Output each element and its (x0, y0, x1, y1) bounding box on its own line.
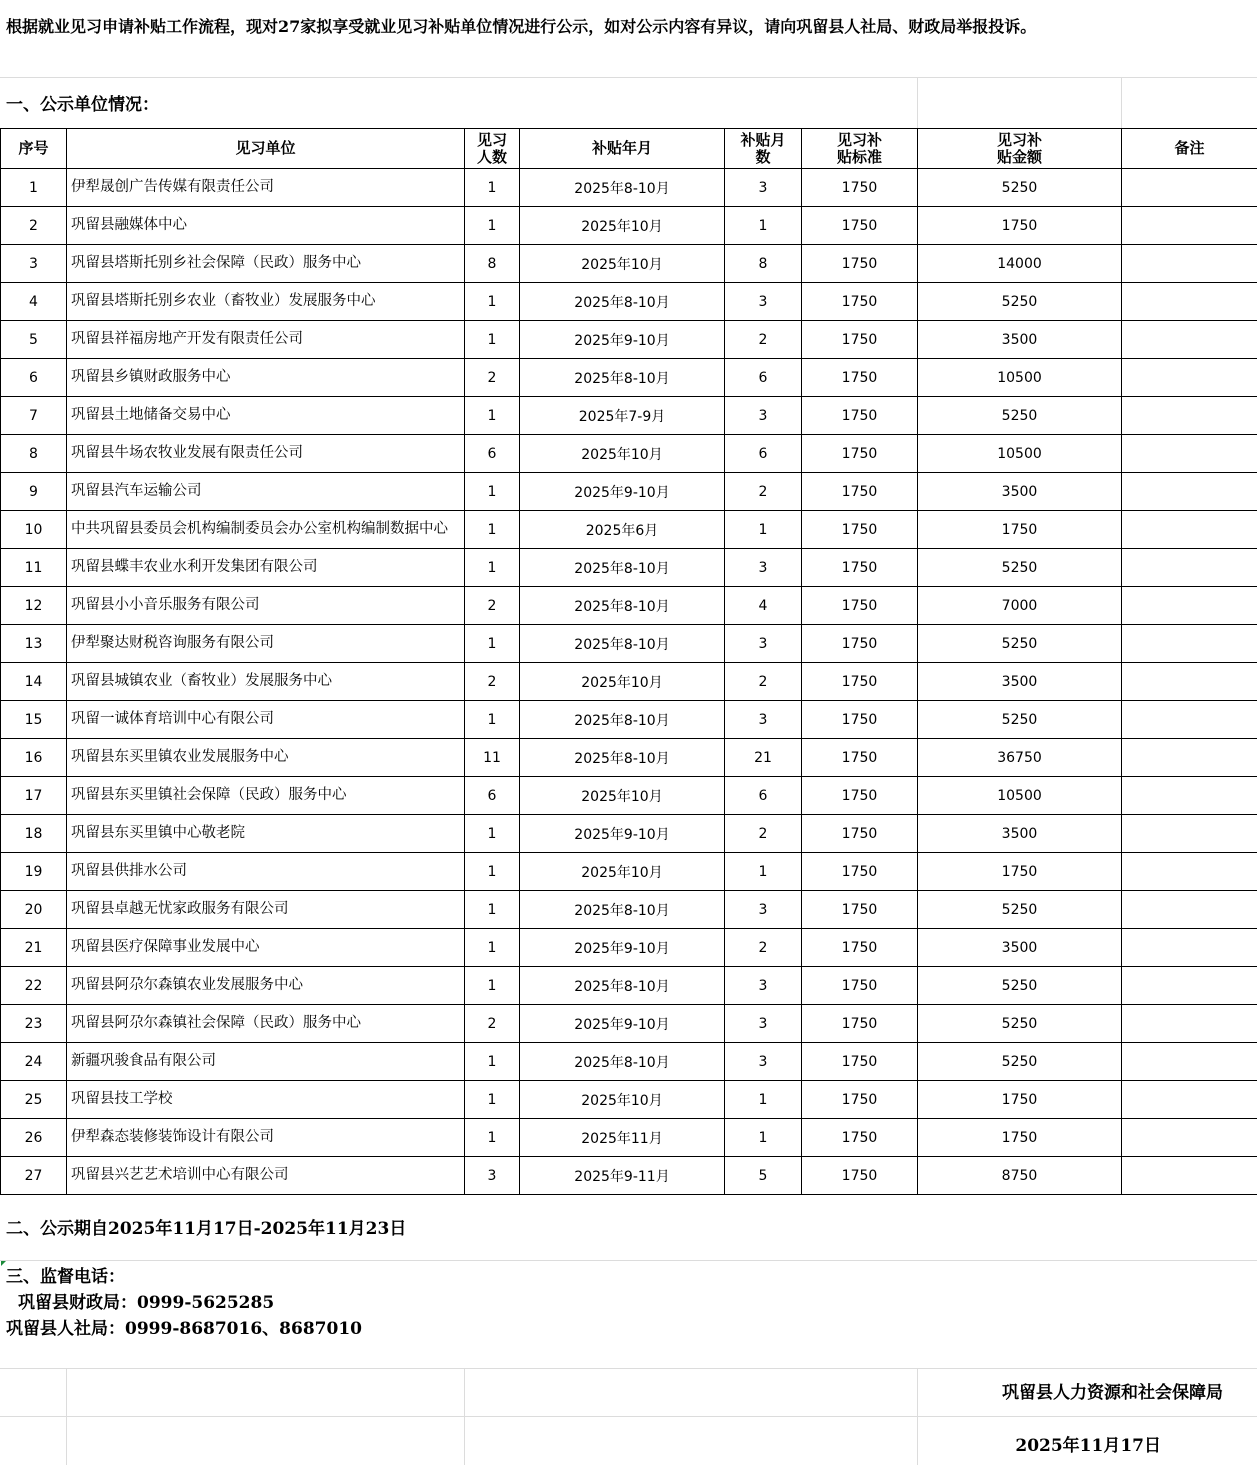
table-row (1, 853, 1257, 891)
header-months: 补贴月数 (725, 129, 802, 169)
cell-trainees: 2 (465, 663, 520, 701)
cell-trainees: 1 (465, 1081, 520, 1119)
cell-amount: 3500 (918, 929, 1122, 967)
cell-trainees: 2 (465, 1005, 520, 1043)
cell-index: 13 (1, 625, 67, 663)
cell-remark (1122, 283, 1257, 321)
table-row (1, 169, 1257, 207)
table-row (1, 435, 1257, 473)
cell-months: 3 (725, 1043, 802, 1081)
cell-remark (1122, 739, 1257, 777)
cell-index: 11 (1, 549, 67, 587)
cell-unit: 伊犁森态装修装饰设计有限公司 (67, 1119, 465, 1157)
cell-months: 3 (725, 701, 802, 739)
cell-amount: 5250 (918, 1043, 1122, 1081)
table-row (1, 587, 1257, 625)
cell-trainees: 1 (465, 701, 520, 739)
table-row (1, 207, 1257, 245)
cell-standard: 1750 (802, 169, 918, 207)
table-header-row (1, 129, 1257, 169)
cell-amount: 5250 (918, 549, 1122, 587)
cell-index: 10 (1, 511, 67, 549)
cell-standard: 1750 (802, 321, 918, 359)
cell-trainees: 1 (465, 207, 520, 245)
cell-index: 8 (1, 435, 67, 473)
table-row (1, 283, 1257, 321)
cell-trainees: 1 (465, 397, 520, 435)
cell-months: 1 (725, 511, 802, 549)
cell-period: 2025年10月 (520, 435, 725, 473)
cell-trainees: 3 (465, 1157, 520, 1195)
cell-period: 2025年11月 (520, 1119, 725, 1157)
cell-standard: 1750 (802, 853, 918, 891)
cell-trainees: 6 (465, 777, 520, 815)
cell-months: 2 (725, 815, 802, 853)
cell-trainees: 1 (465, 1043, 520, 1081)
cell-unit: 巩留县兴艺艺术培训中心有限公司 (67, 1157, 465, 1195)
cell-unit: 中共巩留县委员会机构编制委员会办公室机构编制数据中心 (67, 511, 465, 549)
cell-unit: 巩留县乡镇财政服务中心 (67, 359, 465, 397)
cell-standard: 1750 (802, 435, 918, 473)
cell-standard: 1750 (802, 1043, 918, 1081)
cell-index: 25 (1, 1081, 67, 1119)
table-row (1, 245, 1257, 283)
cell-index: 27 (1, 1157, 67, 1195)
cell-standard: 1750 (802, 967, 918, 1005)
cell-amount: 5250 (918, 891, 1122, 929)
cell-index: 3 (1, 245, 67, 283)
cell-remark (1122, 511, 1257, 549)
cell-period: 2025年9-11月 (520, 1157, 725, 1195)
header-period: 补贴年月 (520, 129, 725, 169)
cell-trainees: 1 (465, 169, 520, 207)
cell-remark (1122, 321, 1257, 359)
cell-standard: 1750 (802, 473, 918, 511)
cell-remark (1122, 701, 1257, 739)
table-row (1, 1157, 1257, 1195)
cell-amount: 7000 (918, 587, 1122, 625)
cell-period: 2025年10月 (520, 207, 725, 245)
cell-amount: 5250 (918, 169, 1122, 207)
cell-standard: 1750 (802, 739, 918, 777)
cell-standard: 1750 (802, 929, 918, 967)
cell-period: 2025年8-10月 (520, 625, 725, 663)
cell-trainees: 2 (465, 359, 520, 397)
cell-remark (1122, 853, 1257, 891)
cell-period: 2025年8-10月 (520, 169, 725, 207)
cell-unit: 巩留县东买里镇社会保障（民政）服务中心 (67, 777, 465, 815)
cell-standard: 1750 (802, 663, 918, 701)
cell-trainees: 1 (465, 853, 520, 891)
cell-months: 3 (725, 625, 802, 663)
cell-amount: 3500 (918, 473, 1122, 511)
cell-trainees: 8 (465, 245, 520, 283)
cell-period: 2025年8-10月 (520, 739, 725, 777)
cell-trainees: 1 (465, 283, 520, 321)
cell-standard: 1750 (802, 245, 918, 283)
cell-unit: 巩留县土地储备交易中心 (67, 397, 465, 435)
intro-paragraph: 根据就业见习申请补贴工作流程，现对27家拟享受就业见习补贴单位情况进行公示，如对公示内容有异议，请向巩留县人社局、财政局举报投诉。 (0, 0, 1257, 78)
cell-amount: 5250 (918, 397, 1122, 435)
table-row (1, 815, 1257, 853)
cell-index: 6 (1, 359, 67, 397)
cell-unit: 巩留县东买里镇农业发展服务中心 (67, 739, 465, 777)
cell-remark (1122, 207, 1257, 245)
cell-standard: 1750 (802, 549, 918, 587)
cell-period: 2025年10月 (520, 245, 725, 283)
cell-unit: 巩留县阿尕尔森镇农业发展服务中心 (67, 967, 465, 1005)
cell-trainees: 1 (465, 511, 520, 549)
cell-index: 15 (1, 701, 67, 739)
cell-standard: 1750 (802, 1005, 918, 1043)
cell-period: 2025年9-10月 (520, 321, 725, 359)
cell-index: 7 (1, 397, 67, 435)
cell-unit: 新疆巩骏食品有限公司 (67, 1043, 465, 1081)
cell-index: 21 (1, 929, 67, 967)
cell-standard: 1750 (802, 207, 918, 245)
cell-months: 1 (725, 1081, 802, 1119)
cell-amount: 3500 (918, 321, 1122, 359)
cell-amount: 5250 (918, 701, 1122, 739)
cell-trainees: 1 (465, 321, 520, 359)
cell-months: 8 (725, 245, 802, 283)
cell-remark (1122, 245, 1257, 283)
cell-period: 2025年10月 (520, 1081, 725, 1119)
cell-remark (1122, 1043, 1257, 1081)
cell-standard: 1750 (802, 777, 918, 815)
table-row (1, 1081, 1257, 1119)
cell-months: 2 (725, 929, 802, 967)
cell-months: 2 (725, 321, 802, 359)
cell-index: 22 (1, 967, 67, 1005)
cell-period: 2025年9-10月 (520, 929, 725, 967)
cell-unit: 巩留一诚体育培训中心有限公司 (67, 701, 465, 739)
cell-amount: 14000 (918, 245, 1122, 283)
cell-trainees: 1 (465, 1119, 520, 1157)
cell-unit: 巩留县融媒体中心 (67, 207, 465, 245)
cell-unit: 巩留县祥福房地产开发有限责任公司 (67, 321, 465, 359)
cell-period: 2025年8-10月 (520, 701, 725, 739)
cell-months: 1 (725, 207, 802, 245)
table-row (1, 739, 1257, 777)
cell-standard: 1750 (802, 891, 918, 929)
table-row (1, 663, 1257, 701)
cell-remark (1122, 891, 1257, 929)
table-row (1, 929, 1257, 967)
table-row (1, 511, 1257, 549)
cell-index: 19 (1, 853, 67, 891)
cell-months: 2 (725, 663, 802, 701)
cell-remark (1122, 663, 1257, 701)
cell-months: 1 (725, 1119, 802, 1157)
cell-index: 17 (1, 777, 67, 815)
cell-index: 4 (1, 283, 67, 321)
cell-index: 16 (1, 739, 67, 777)
cell-amount: 1750 (918, 1119, 1122, 1157)
cell-unit: 伊犁聚达财税咨询服务有限公司 (67, 625, 465, 663)
cell-unit: 巩留县阿尕尔森镇社会保障（民政）服务中心 (67, 1005, 465, 1043)
cell-period: 2025年9-10月 (520, 473, 725, 511)
cell-index: 9 (1, 473, 67, 511)
cell-unit: 伊犁晟创广告传媒有限责任公司 (67, 169, 465, 207)
cell-unit: 巩留县医疗保障事业发展中心 (67, 929, 465, 967)
cell-remark (1122, 777, 1257, 815)
cell-amount: 10500 (918, 359, 1122, 397)
section2-period: 二、公示期自2025年11月17日-2025年11月23日 (6, 1219, 407, 1239)
cell-index: 2 (1, 207, 67, 245)
issue-date: 2025年11月17日 (1015, 1436, 1161, 1456)
cell-period: 2025年8-10月 (520, 549, 725, 587)
cell-unit: 巩留县城镇农业（畜牧业）发展服务中心 (67, 663, 465, 701)
cell-period: 2025年10月 (520, 853, 725, 891)
cell-unit: 巩留县塔斯托别乡社会保障（民政）服务中心 (67, 245, 465, 283)
grid-line (464, 1368, 465, 1465)
cell-period: 2025年8-10月 (520, 891, 725, 929)
grid-line (917, 1368, 918, 1465)
section1-title: 一、公示单位情况： (6, 95, 159, 115)
header-index: 序号 (1, 129, 67, 169)
cell-months: 3 (725, 967, 802, 1005)
subsidy-table (0, 128, 1257, 1195)
cell-months: 6 (725, 359, 802, 397)
table-row (1, 1043, 1257, 1081)
cell-remark (1122, 473, 1257, 511)
cell-standard: 1750 (802, 701, 918, 739)
cell-period: 2025年10月 (520, 663, 725, 701)
cell-remark (1122, 1119, 1257, 1157)
cell-remark (1122, 967, 1257, 1005)
section3-contacts (0, 1260, 1257, 1368)
cell-standard: 1750 (802, 397, 918, 435)
cell-amount: 1750 (918, 207, 1122, 245)
cell-months: 3 (725, 549, 802, 587)
table-row (1, 701, 1257, 739)
cell-standard: 1750 (802, 1081, 918, 1119)
cell-unit: 巩留县卓越无忧家政服务有限公司 (67, 891, 465, 929)
cell-standard: 1750 (802, 1119, 918, 1157)
cell-index: 20 (1, 891, 67, 929)
cell-trainees: 1 (465, 549, 520, 587)
cell-amount: 10500 (918, 435, 1122, 473)
cell-remark (1122, 549, 1257, 587)
cell-amount: 5250 (918, 1005, 1122, 1043)
cell-remark (1122, 169, 1257, 207)
cell-period: 2025年8-10月 (520, 1043, 725, 1081)
cell-index: 26 (1, 1119, 67, 1157)
cell-remark (1122, 435, 1257, 473)
table-row (1, 967, 1257, 1005)
cell-index: 14 (1, 663, 67, 701)
cell-unit: 巩留县小小音乐服务有限公司 (67, 587, 465, 625)
cell-remark (1122, 1157, 1257, 1195)
cell-remark (1122, 815, 1257, 853)
cell-standard: 1750 (802, 511, 918, 549)
cell-months: 6 (725, 435, 802, 473)
cell-unit: 巩留县东买里镇中心敬老院 (67, 815, 465, 853)
cell-months: 5 (725, 1157, 802, 1195)
cell-trainees: 1 (465, 967, 520, 1005)
table-row (1, 359, 1257, 397)
table-row (1, 321, 1257, 359)
header-unit: 见习单位 (67, 129, 465, 169)
cell-trainees: 11 (465, 739, 520, 777)
cell-months: 21 (725, 739, 802, 777)
cell-period: 2025年8-10月 (520, 967, 725, 1005)
cell-remark (1122, 929, 1257, 967)
grid-line (1121, 78, 1122, 128)
finance-phone: 巩留县财政局：0999-5625285 (18, 1293, 275, 1313)
hr-phone: 巩留县人社局：0999-8687016、8687010 (6, 1319, 362, 1339)
cell-months: 6 (725, 777, 802, 815)
cell-period: 2025年8-10月 (520, 587, 725, 625)
table-row (1, 1005, 1257, 1043)
header-trainees: 见习人数 (465, 129, 520, 169)
cell-months: 3 (725, 397, 802, 435)
cell-standard: 1750 (802, 815, 918, 853)
cell-amount: 3500 (918, 815, 1122, 853)
cell-standard: 1750 (802, 283, 918, 321)
cell-unit: 巩留县技工学校 (67, 1081, 465, 1119)
header-standard: 见习补贴标准 (802, 129, 918, 169)
cell-amount: 1750 (918, 511, 1122, 549)
cell-months: 3 (725, 891, 802, 929)
cell-amount: 5250 (918, 625, 1122, 663)
cell-period: 2025年8-10月 (520, 359, 725, 397)
cell-remark (1122, 397, 1257, 435)
cell-amount: 36750 (918, 739, 1122, 777)
cell-amount: 10500 (918, 777, 1122, 815)
cell-standard: 1750 (802, 1157, 918, 1195)
cell-standard: 1750 (802, 359, 918, 397)
issuer-name: 巩留县人力资源和社会保障局 (1002, 1383, 1223, 1403)
cell-trainees: 1 (465, 815, 520, 853)
section3-title: 三、监督电话： (6, 1267, 125, 1287)
cell-amount: 5250 (918, 283, 1122, 321)
cell-index: 23 (1, 1005, 67, 1043)
cell-index: 1 (1, 169, 67, 207)
cell-trainees: 2 (465, 587, 520, 625)
cell-months: 3 (725, 283, 802, 321)
cell-months: 3 (725, 1005, 802, 1043)
grid-line (0, 1368, 1257, 1369)
cell-months: 3 (725, 169, 802, 207)
cell-unit: 巩留县供排水公司 (67, 853, 465, 891)
cell-index: 24 (1, 1043, 67, 1081)
cell-period: 2025年8-10月 (520, 283, 725, 321)
table-row (1, 397, 1257, 435)
cell-amount: 1750 (918, 853, 1122, 891)
cell-remark (1122, 625, 1257, 663)
cell-index: 5 (1, 321, 67, 359)
cell-remark (1122, 1081, 1257, 1119)
header-remark: 备注 (1122, 129, 1257, 169)
cell-amount: 8750 (918, 1157, 1122, 1195)
cell-period: 2025年9-10月 (520, 815, 725, 853)
cell-index: 12 (1, 587, 67, 625)
cell-unit: 巩留县塔斯托别乡农业（畜牧业）发展服务中心 (67, 283, 465, 321)
table-row (1, 1119, 1257, 1157)
cell-remark (1122, 587, 1257, 625)
cell-months: 2 (725, 473, 802, 511)
cell-trainees: 6 (465, 435, 520, 473)
cell-amount: 1750 (918, 1081, 1122, 1119)
cell-period: 2025年9-10月 (520, 1005, 725, 1043)
cell-period: 2025年7-9月 (520, 397, 725, 435)
cell-trainees: 1 (465, 891, 520, 929)
cell-months: 4 (725, 587, 802, 625)
cell-remark (1122, 1005, 1257, 1043)
table-row (1, 549, 1257, 587)
cell-standard: 1750 (802, 625, 918, 663)
grid-line (66, 1368, 67, 1465)
cell-index: 18 (1, 815, 67, 853)
cell-unit: 巩留县汽车运输公司 (67, 473, 465, 511)
table-row (1, 473, 1257, 511)
cell-unit: 巩留县蝶丰农业水利开发集团有限公司 (67, 549, 465, 587)
cell-trainees: 1 (465, 473, 520, 511)
cell-amount: 5250 (918, 967, 1122, 1005)
cell-standard: 1750 (802, 587, 918, 625)
cell-amount: 3500 (918, 663, 1122, 701)
table-body (1, 169, 1257, 1195)
cell-trainees: 1 (465, 625, 520, 663)
grid-line (917, 78, 918, 128)
cell-months: 1 (725, 853, 802, 891)
table-row (1, 891, 1257, 929)
cell-period: 2025年6月 (520, 511, 725, 549)
table-row (1, 777, 1257, 815)
table-row (1, 625, 1257, 663)
cell-unit: 巩留县牛场农牧业发展有限责任公司 (67, 435, 465, 473)
header-amount: 见习补贴金额 (918, 129, 1122, 169)
cell-trainees: 1 (465, 929, 520, 967)
cell-period: 2025年10月 (520, 777, 725, 815)
cell-remark (1122, 359, 1257, 397)
grid-line (0, 1416, 1257, 1417)
